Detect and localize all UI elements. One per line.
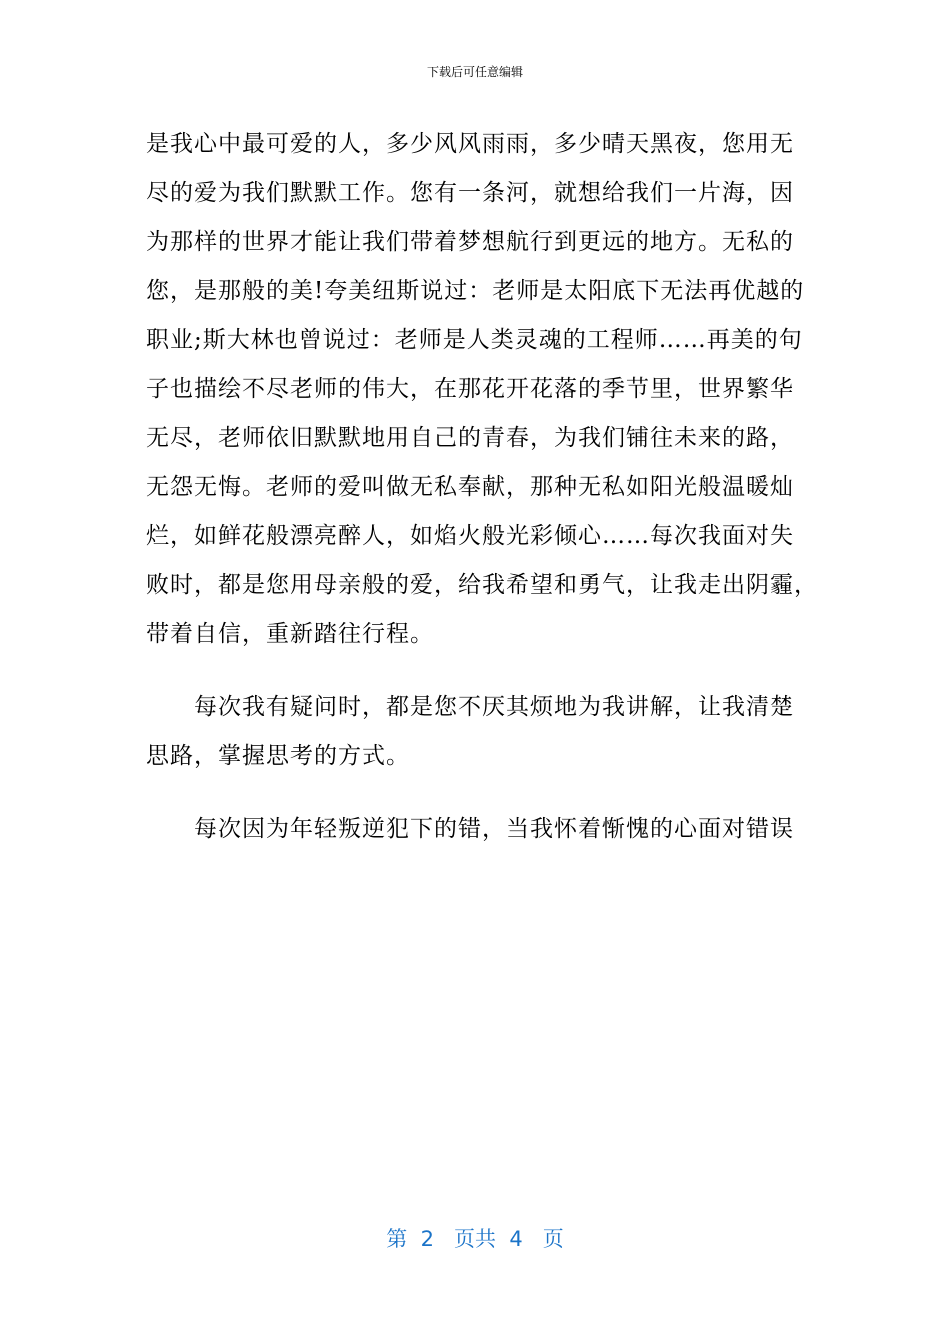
footer-prefix: 第: [386, 1227, 408, 1251]
page-header: [0, 64, 950, 80]
page-footer: [0, 1224, 950, 1254]
paragraph-line: 职业;斯大林也曾说过：老师是人类灵魂的工程师……再美的句: [146, 327, 803, 353]
paragraph-gap: [146, 659, 810, 683]
paragraph-line: 败时，都是您用母亲般的爱，给我希望和勇气，让我走出阴霾，: [146, 572, 818, 598]
paragraph-line: 每次因为年轻叛逆犯下的错，当我怀着惭愧的心面对错误: [194, 816, 794, 842]
paragraph-line: 带着自信，重新踏往行程。: [146, 621, 434, 647]
paragraph-1: [146, 120, 818, 659]
paragraph-line: 思路，掌握思考的方式。: [146, 743, 410, 769]
footer-suffix: 页: [542, 1227, 564, 1251]
paragraph-line: 无怨无悔。老师的爱叫做无私奉献，那种无私如阳光般温暖灿: [146, 474, 794, 500]
paragraph-line: 尽的爱为我们默默工作。您有一条河，就想给我们一片海，因: [146, 180, 794, 206]
footer-total-pages: 4: [509, 1227, 523, 1251]
paragraph-line: 烂，如鲜花般漂亮醉人，如焰火般光彩倾心……每次我面对失: [146, 523, 794, 549]
paragraph-line: 您，是那般的美!夸美纽斯说过：老师是太阳底下无法再优越的: [146, 278, 805, 304]
paragraph-line: 是我心中最可爱的人，多少风风雨雨，多少晴天黑夜，您用无: [146, 131, 794, 157]
header-text: 下载后可任意编辑: [426, 65, 523, 79]
paragraph-line: 为那样的世界才能让我们带着梦想航行到更远的地方。无私的: [146, 229, 794, 255]
paragraph-3: [146, 805, 810, 854]
footer-middle: 页共: [454, 1227, 496, 1251]
footer-current-page: 2: [420, 1227, 434, 1251]
paragraph-line: 每次我有疑问时，都是您不厌其烦地为我讲解，让我清楚: [194, 694, 794, 720]
document-body: [146, 120, 818, 854]
paragraph-2: [146, 683, 810, 781]
paragraph-line: 无尽，老师依旧默默地用自己的青春，为我们铺往未来的路，: [146, 425, 794, 451]
paragraph-line: 子也描绘不尽老师的伟大，在那花开花落的季节里，世界繁华: [146, 376, 794, 402]
paragraph-gap: [146, 781, 810, 805]
